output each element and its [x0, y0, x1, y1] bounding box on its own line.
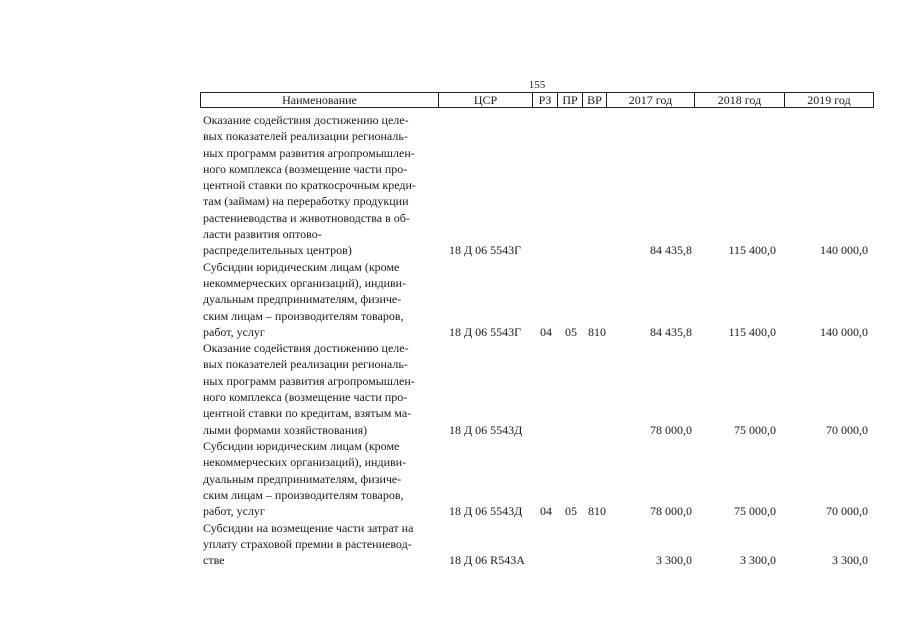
row-vr: 810 — [588, 504, 606, 519]
row-name — [203, 112, 443, 259]
row-name-line: ласти развития оптово- — [203, 227, 322, 242]
row-2017: 78 000,0 — [650, 504, 692, 519]
page-number: 155 — [528, 79, 546, 91]
row-csr: 18 Д 06 R543A — [449, 553, 525, 568]
row-2017: 84 435,8 — [650, 243, 692, 258]
row-name-line: распределительных центров) — [203, 243, 352, 258]
row-name-line: ных программ развития агропромышлен- — [203, 145, 415, 160]
row-name — [203, 438, 443, 519]
row-2018: 115 400,0 — [728, 324, 776, 339]
row-name-line: работ, услуг — [203, 324, 265, 339]
row-name-line: центной ставки по кредитам, взятым ма- — [203, 406, 412, 421]
row-2018: 3 300,0 — [740, 553, 776, 568]
row-name-line: ским лицам – производителям товаров, — [203, 308, 404, 323]
row-name — [203, 520, 443, 569]
header-pr: ПР — [558, 93, 583, 107]
row-2019: 140 000,0 — [820, 243, 868, 258]
row-name-line: лыми формами хозяйствования) — [203, 422, 368, 437]
row-name-line: стве — [203, 553, 225, 568]
row-name-line: дуальным предпринимателям, физиче- — [203, 292, 402, 307]
row-csr: 18 Д 06 5543Г — [449, 243, 522, 258]
row-name-line: вых показателей реализации региональ- — [203, 357, 408, 372]
header-2018: 2018 год — [695, 93, 785, 107]
row-2017: 78 000,0 — [650, 422, 692, 437]
header-2017: 2017 год — [607, 93, 695, 107]
header-vr: ВР — [583, 93, 607, 107]
row-pr: 05 — [565, 324, 577, 339]
row-name — [203, 340, 443, 438]
row-2019: 3 300,0 — [832, 553, 868, 568]
row-rz: 04 — [540, 504, 552, 519]
row-csr: 18 Д 06 5543Д — [449, 422, 523, 437]
row-vr: 810 — [588, 324, 606, 339]
row-name-line: ским лицам – производителям товаров, — [203, 487, 404, 502]
row-name-line: Субсидии на возмещение части затрат на — [203, 520, 414, 535]
row-name-line: работ, услуг — [203, 504, 265, 519]
row-2018: 75 000,0 — [734, 422, 776, 437]
row-2019: 70 000,0 — [826, 422, 868, 437]
header-rz: РЗ — [533, 93, 558, 107]
row-name-line: там (займам) на переработку продукции — [203, 194, 409, 209]
row-name-line: дуальным предпринимателям, физиче- — [203, 471, 402, 486]
header-2019: 2019 год — [807, 93, 851, 107]
table-header — [200, 92, 874, 108]
row-name-line: Субсидии юридическим лицам (кроме — [203, 259, 400, 274]
row-rz: 04 — [540, 324, 552, 339]
row-name-line: некоммерческих организаций), индиви- — [203, 275, 407, 290]
row-name-line: вых показателей реализации региональ- — [203, 129, 408, 144]
row-2017: 3 300,0 — [656, 553, 692, 568]
row-2019: 70 000,0 — [826, 504, 868, 519]
row-name-line: растениеводства и животноводства в об- — [203, 210, 410, 225]
row-2019: 140 000,0 — [820, 324, 868, 339]
row-name-line: ного комплекса (возмещение части про- — [203, 390, 408, 405]
header-name: Наименование — [201, 93, 439, 107]
row-name-line: Оказание содействия достижению целе- — [203, 341, 409, 356]
row-2018: 115 400,0 — [728, 243, 776, 258]
row-name — [203, 259, 443, 340]
row-name-line: Субсидии юридическим лицам (кроме — [203, 439, 400, 453]
row-csr: 18 Д 06 5543Д — [449, 504, 523, 519]
row-name-line: некоммерческих организаций), индиви- — [203, 455, 407, 470]
row-name-line: центной ставки по краткосрочным креди- — [203, 178, 416, 193]
row-name-line: Оказание содействия достижению целе- — [203, 113, 409, 127]
row-pr: 05 — [565, 504, 577, 519]
row-2017: 84 435,8 — [650, 324, 692, 339]
row-name-line: ных программ развития агропромышлен- — [203, 373, 415, 388]
header-csr: ЦСР — [439, 93, 533, 107]
row-name-line: уплату страховой премии в растениевод- — [203, 536, 412, 551]
row-csr: 18 Д 06 5543Г — [449, 324, 522, 339]
row-2018: 75 000,0 — [734, 504, 776, 519]
row-name-line: ного комплекса (возмещение части про- — [203, 161, 408, 176]
